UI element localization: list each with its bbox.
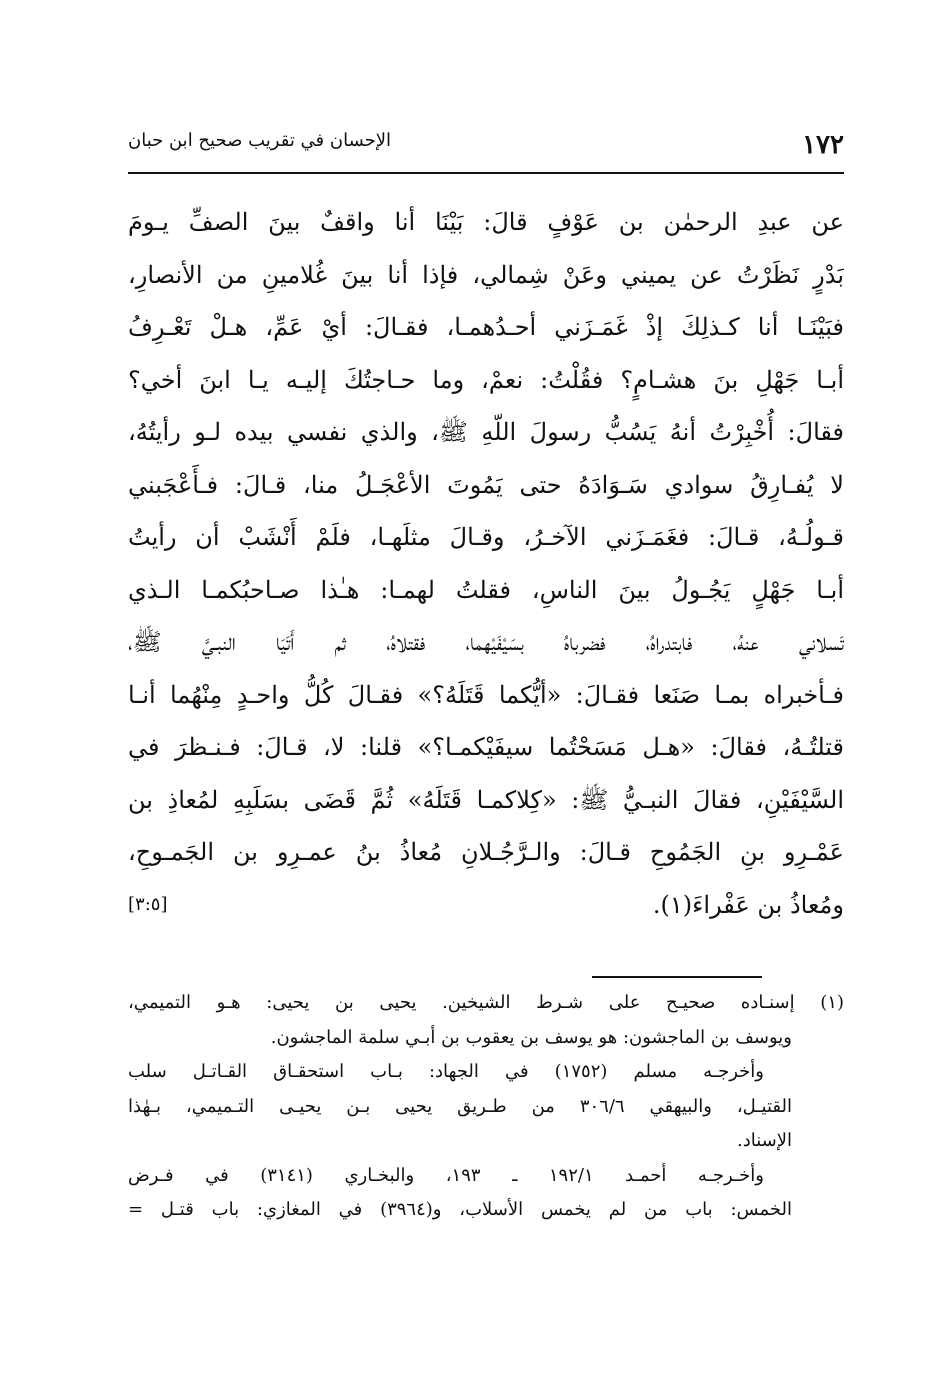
text-line: عَمْـرِو بنِ الجَمُوحِ قـالَ: والـرَّجُـلانِ مُعاذُ بنُ عمـرِو بن الجَمـوحِ، — [128, 838, 844, 866]
text-line: لا يُفـارِقُ سوادي سَـوَادَهُ حتى يَمُوتَ الأعْجَـلُ منا، قـالَ: فـأَعْجَبني — [128, 470, 844, 499]
text-line: فقالَ: أُخْبِرْتُ أنهُ يَسُبُّ رسولَ اللّهِ ﷺ، والذي نفسي بيده لـو رأيتُهُ، — [128, 418, 844, 446]
text-line: قـولُـهُ، قـالَ: فغَمَـزَني الآخـرُ، وقـالَ مثلَهـا، فلَمْ أَنْشَبْ أن رأيتُ — [128, 523, 844, 551]
main-text — [128, 196, 844, 931]
text-line: أبـا جَهْلِ بنَ هشـامٍ؟ فقُلْتُ: نعمْ، وما حـاجتُكَ إليـه يـا ابنَ أخي؟ — [128, 365, 844, 394]
page-header — [128, 120, 844, 164]
footnotes — [128, 986, 844, 1228]
text-line: السَّيْفَيْنِ، فقالَ النبـيُّ ﷺ: «كِلاكمـا قَتَلَهُ» ثُمَّ قَضَى بسَلَبِهِ لمُعاذِ بن — [128, 785, 844, 814]
footnote-line: الإسناد. — [736, 1130, 792, 1151]
footnote-line: وأخرجـه مسلم (١٧٥٢) في الجهاد: بـاب استحقـاق القـاتـل سلب — [128, 1061, 764, 1082]
footnote-rule — [592, 976, 762, 978]
footnote-line: الخمس: باب من لم يخمس الأسلاب، و(٣٩٦٤) في المغازي: باب قتـل = — [128, 1199, 792, 1220]
footnote-line: وأخـرجـه أحمـد ١٩٢/١ ـ ١٩٣، والبخـاري (٣١٤١) في فـرض — [128, 1164, 764, 1186]
text-line: بَدْرٍ نَظَرْتُ عن يميني وعَنْ شِمالي، فإذا أنا بينَ غُلامينِ من الأنصارِ، — [128, 260, 844, 289]
footnote-line: ويوسف بن الماجشون: هو يوسف بن يعقوب بن أبـي سلمة الماجشون. — [270, 1026, 792, 1048]
footnote-line: (١) إسنـاده صحيـح على شـرط الشيخين. يحيى بن يحيى: هـو التميمي، — [128, 992, 844, 1013]
text-line: قتلتُـهُ، فقالَ: «هـل مَسَحْتُما سيفَيْكمـا؟» قلنا: لا، قـالَ: فـنـظرَ في — [128, 733, 844, 761]
text-line: فـأخبراه بمـا صَنَعا فقـالَ: «أيُّكما قَتَلَهُ؟» فقـالَ كُلُّ واحـدٍ مِنْهُما أنـا — [128, 680, 844, 709]
footnote-line: القتيـل، والبيهقي ٣٠٦/٦ من طـريق يحيى بـن يحيـى التـميمي، بـهٰذا — [128, 1095, 792, 1117]
text-line-last-content: ومُعاذُ بن عَفْراءَ(١). — [652, 890, 844, 919]
text-line: عن عبدِ الرحمٰن بن عَوْفٍ قالَ: بَيْنَا أنا واقفٌ بينَ الصفِّ يـومَ — [128, 208, 844, 236]
text-line: فبَيْنَـا أنا كـذلِكَ إذْ غَمَـزَني أحـدُهمـا، فقـالَ: أيْ عَمِّ، هـلْ تَعْـرِفُ — [128, 313, 844, 341]
header-rule — [128, 172, 844, 174]
text-line-last — [128, 879, 844, 932]
reference-marker: [٣:٥] — [128, 893, 168, 915]
page-number: ١٧٢ — [802, 130, 844, 160]
text-line: تَسلاني عنهُ، فابتدراهُ، فضرباهُ بسَيْفَيْهما، فقتلاهُ، ثم أَتَيَا النبـيَّ ﷺ، — [128, 628, 844, 656]
text-line: أبـا جَهْلٍ يَجُـولُ بينَ الناسِ، فقلتُ لهمـا: هـٰذا صـاحبُكمـا الـذي — [128, 575, 844, 604]
running-title: الإحسان في تقريب صحيح ابن حبان — [128, 130, 392, 151]
